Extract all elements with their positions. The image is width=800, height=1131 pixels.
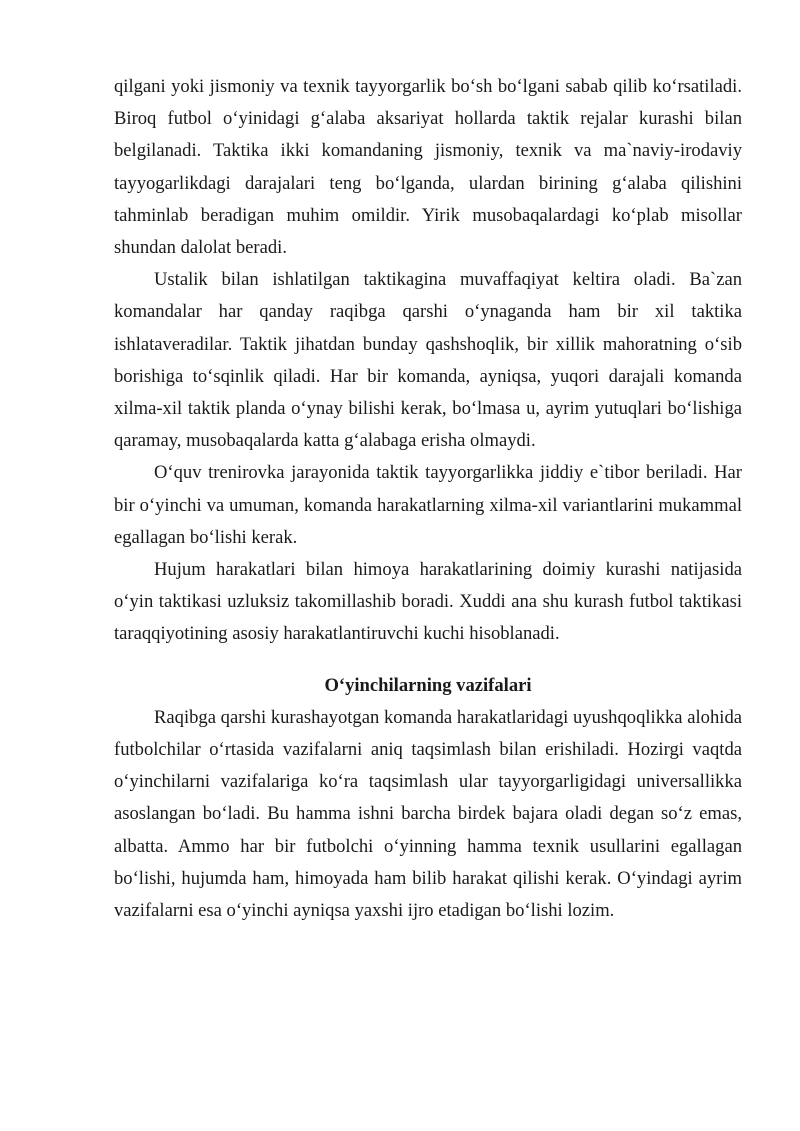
paragraph-5: Raqibga qarshi kurashayotgan komanda harakatlaridagi uyushqoqlikka alohida futbolchilar o‘rtasida vazifalarni aniq taqsimlash bilan erishiladi. Hozirgi vaqtda o‘yinchilarni vazifalariga ko‘ra taqsimlash ular tayyorgarligidagi universallikka asoslangan bo‘ladi. Bu hamma ishni barcha birdek bajara oladi degan so‘z emas, albatta. Ammo har bir futbolchi o‘yinning hamma texnik usullarini egallagan bo‘lishi, hujumda ham, himoyada ham bilib harakat qilishi kerak. O‘yindagi ayrim vazifalarni esa o‘yinchi ayniqsa yaxshi ijro etadigan bo‘lishi lozim. (114, 706, 742, 922)
paragraph-4: Hujum harakatlari bilan himoya harakatlarining doimiy kurashi natijasida o‘yin taktikasi uzluksiz takomillashib boradi. Xuddi ana shu kurash futbol taktikasi taraqqiyotining asosiy harakatlantiruvchi kuchi hisoblanadi. (114, 559, 742, 645)
document-page (114, 71, 742, 927)
paragraph-2: Ustalik bilan ishlatilgan taktikagina muvaffaqiyat keltira oladi. Ba`zan komandalar har qanday raqibga qarshi o‘ynaganda ham bir xil taktika ishlataveradilar. Taktik jihatdan bunday qashshoqlik, bir xillik mahoratning o‘sib borishiga to‘sqinlik qiladi. Har bir komanda, ayniqsa, yuqori darajali komanda xilma-xil taktik planda o‘ynay bilishi kerak, bo‘lmasa u, ayrim yutuqlari bo‘lishiga qaramay, musobaqalarda katta g‘alabaga erisha olmaydi. (114, 269, 742, 452)
section-heading: O‘yinchilarning vazifalari (324, 674, 532, 696)
paragraph-3: O‘quv trenirovka jarayonida taktik tayyorgarlikka jiddiy e`tibor beriladi. Har bir o‘yinchi va umuman, komanda harakatlarning xilma-xil variantlarini mukammal egallagan bo‘lishi kerak. (114, 462, 742, 548)
paragraph-1: qilgani yoki jismoniy va texnik tayyorgarlik bo‘sh bo‘lgani sabab qilib ko‘rsatiladi. Biroq futbol o‘yinidagi g‘alaba aksariyat hollarda taktik rejalar kurashi bilan belgilanadi. Taktika ikki komandaning jismoniy, texnik va ma`naviy-irodaviy tayyogarlikdagi darajalari teng bo‘lganda, ulardan birining g‘alaba qilishini tahminlab beradigan muhim omildir. Yirik musobaqalardagi ko‘plab misollar shundan dalolat beradi. (114, 76, 742, 259)
